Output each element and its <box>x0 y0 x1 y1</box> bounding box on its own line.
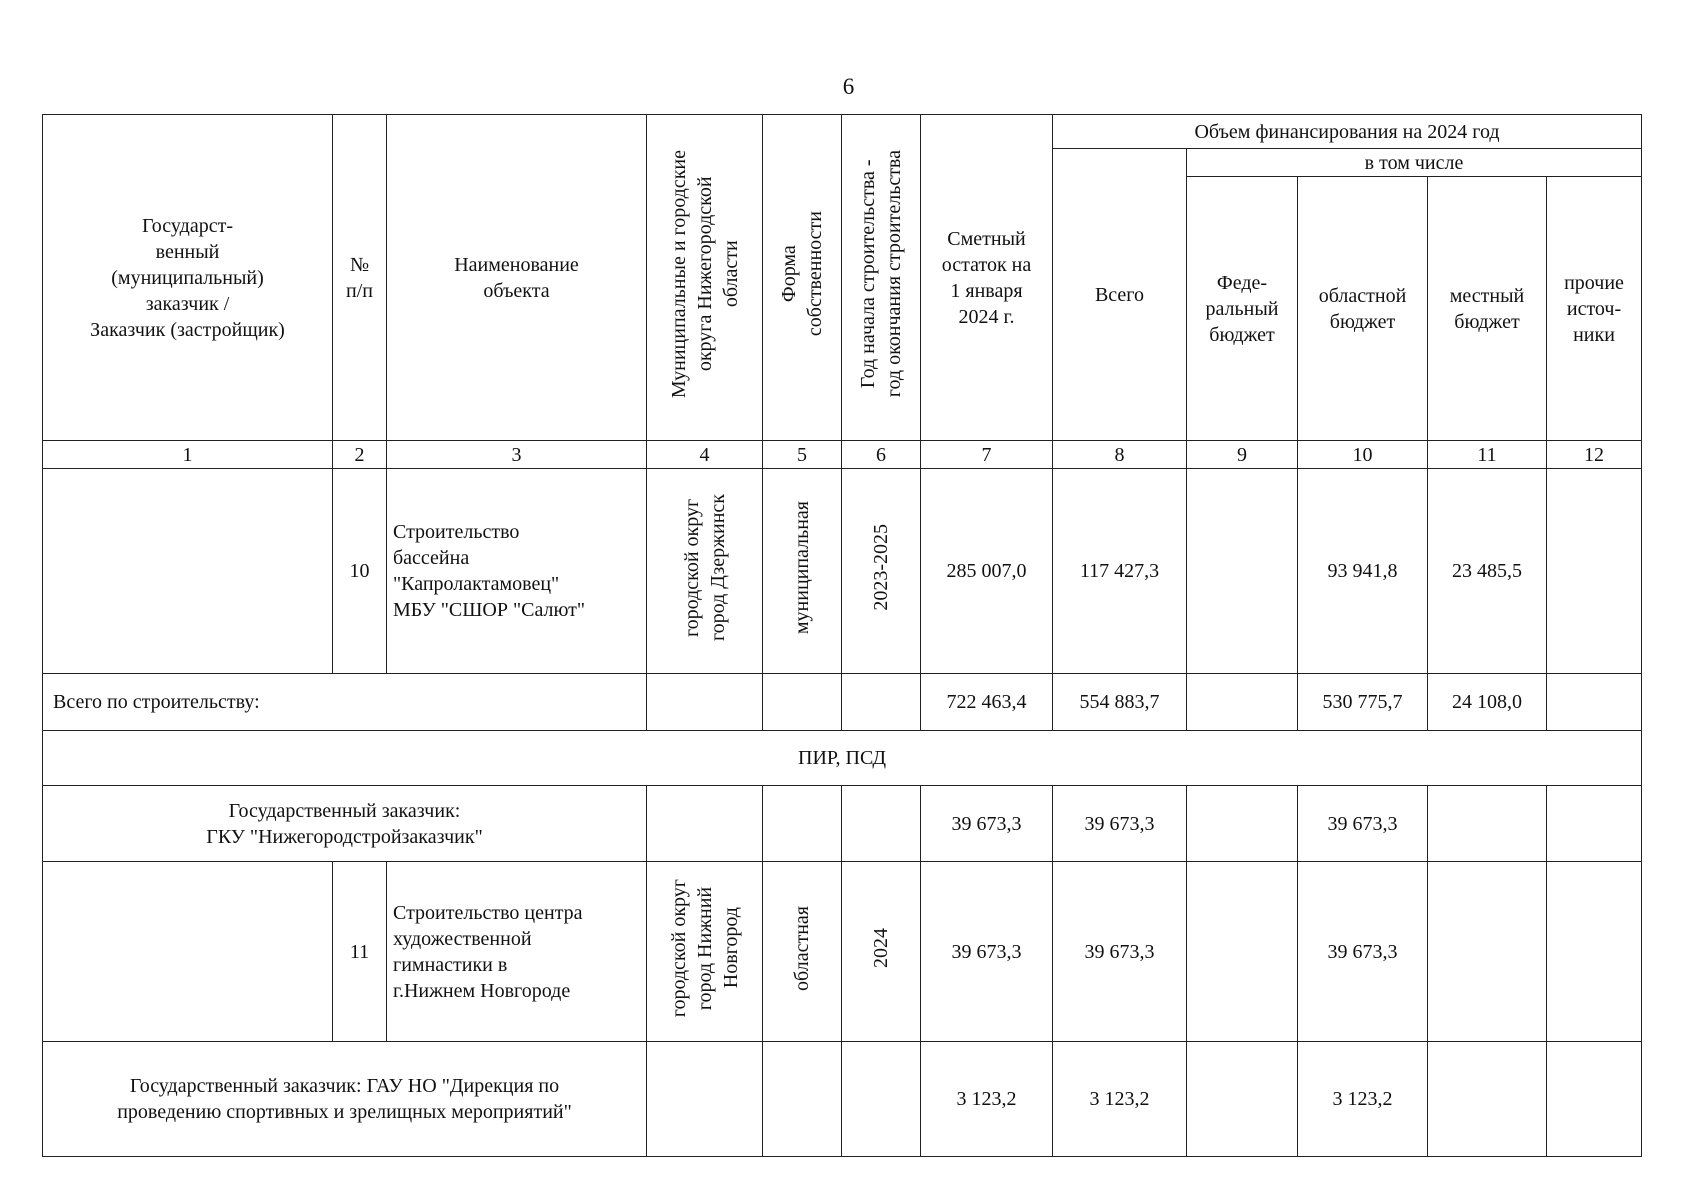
regional-cell: 39 673,3 <box>1298 862 1428 1042</box>
other-cell <box>1547 674 1642 731</box>
object-name: Строительство бассейна "Капролактамовец" МБУ "СШОР "Салют" <box>387 469 647 674</box>
total-cell: 117 427,3 <box>1053 469 1187 674</box>
header-federal: Феде- ральный бюджет <box>1187 177 1298 441</box>
local-cell <box>1428 786 1547 862</box>
district-cell: городской округ город Нижний Новгород <box>647 862 763 1042</box>
table-row-total-construction <box>43 674 1642 731</box>
header-customer: Государст- венный (муниципальный) заказчик / Заказчик (застройщик) <box>43 115 333 441</box>
table-row-object-11 <box>43 862 1642 1042</box>
empty-cell <box>647 674 763 731</box>
federal-cell <box>1187 1042 1298 1157</box>
local-cell <box>1428 862 1547 1042</box>
column-number: 2 <box>333 441 387 469</box>
balance-cell: 39 673,3 <box>921 862 1053 1042</box>
object-name: Строительство центра художественной гимнастики в г.Нижнем Новгороде <box>387 862 647 1042</box>
customer-label: Государственный заказчик: ГКУ "Нижегородстройзаказчик" <box>43 786 647 862</box>
other-cell <box>1547 469 1642 674</box>
ownership-cell: муниципальная <box>763 469 842 674</box>
column-number: 9 <box>1187 441 1298 469</box>
total-cell: 39 673,3 <box>1053 862 1187 1042</box>
header-years: Год начала строительства - год окончания строительства <box>842 115 921 441</box>
ownership-cell: областная <box>763 862 842 1042</box>
local-cell: 24 108,0 <box>1428 674 1547 731</box>
empty-cell <box>647 786 763 862</box>
empty-cell <box>842 786 921 862</box>
regional-cell: 93 941,8 <box>1298 469 1428 674</box>
balance-cell: 39 673,3 <box>921 786 1053 862</box>
total-cell: 3 123,2 <box>1053 1042 1187 1157</box>
years-cell: 2023-2025 <box>842 469 921 674</box>
regional-cell: 3 123,2 <box>1298 1042 1428 1157</box>
column-number: 4 <box>647 441 763 469</box>
column-number: 10 <box>1298 441 1428 469</box>
empty-cell <box>763 786 842 862</box>
column-number: 3 <box>387 441 647 469</box>
header-regional: областной бюджет <box>1298 177 1428 441</box>
column-numbers-row <box>43 441 1642 469</box>
header-including: в том числе <box>1187 149 1642 177</box>
empty-cell <box>842 1042 921 1157</box>
row-number: 11 <box>333 862 387 1042</box>
empty-cell <box>763 674 842 731</box>
table-row-customer-2 <box>43 1042 1642 1157</box>
row-number: 10 <box>333 469 387 674</box>
table-row-customer-1 <box>43 786 1642 862</box>
column-number: 1 <box>43 441 333 469</box>
header-object-name: Наименование объекта <box>387 115 647 441</box>
header-district: Муниципальные и городские округа Нижегородской области <box>647 115 763 441</box>
page-number: 6 <box>842 74 855 99</box>
total-construction-label: Всего по строительству: <box>43 674 647 731</box>
section-row <box>43 731 1642 786</box>
table-row-object-10 <box>43 469 1642 674</box>
customer-cell <box>43 862 333 1042</box>
column-number: 8 <box>1053 441 1187 469</box>
regional-cell: 530 775,7 <box>1298 674 1428 731</box>
balance-cell: 3 123,2 <box>921 1042 1053 1157</box>
column-number: 6 <box>842 441 921 469</box>
balance-cell: 285 007,0 <box>921 469 1053 674</box>
customer-label: Государственный заказчик: ГАУ НО "Дирекция по проведению спортивных и зрелищных мероприятий" <box>43 1042 647 1157</box>
customer-cell <box>43 469 333 674</box>
years-cell: 2024 <box>842 862 921 1042</box>
column-number: 11 <box>1428 441 1547 469</box>
header-other: прочие источ- ники <box>1547 177 1642 441</box>
balance-cell: 722 463,4 <box>921 674 1053 731</box>
other-cell <box>1547 1042 1642 1157</box>
other-cell <box>1547 786 1642 862</box>
header-balance: Сметный остаток на 1 января 2024 г. <box>921 115 1053 441</box>
regional-cell: 39 673,3 <box>1298 786 1428 862</box>
federal-cell <box>1187 786 1298 862</box>
federal-cell <box>1187 469 1298 674</box>
section-title: ПИР, ПСД <box>43 731 1642 786</box>
district-cell: городской округ город Дзержинск <box>647 469 763 674</box>
financing-table <box>42 114 1642 1157</box>
empty-cell <box>842 674 921 731</box>
column-number: 5 <box>763 441 842 469</box>
header-ownership: Форма собственности <box>763 115 842 441</box>
local-cell: 23 485,5 <box>1428 469 1547 674</box>
header-funding-group: Объем финансирования на 2024 год <box>1053 115 1642 149</box>
column-number: 12 <box>1547 441 1642 469</box>
total-cell: 554 883,7 <box>1053 674 1187 731</box>
empty-cell <box>763 1042 842 1157</box>
federal-cell <box>1187 674 1298 731</box>
local-cell <box>1428 1042 1547 1157</box>
header-local: местный бюджет <box>1428 177 1547 441</box>
column-number: 7 <box>921 441 1053 469</box>
header-number: № п/п <box>333 115 387 441</box>
federal-cell <box>1187 862 1298 1042</box>
total-cell: 39 673,3 <box>1053 786 1187 862</box>
other-cell <box>1547 862 1642 1042</box>
empty-cell <box>647 1042 763 1157</box>
header-total: Всего <box>1053 149 1187 441</box>
